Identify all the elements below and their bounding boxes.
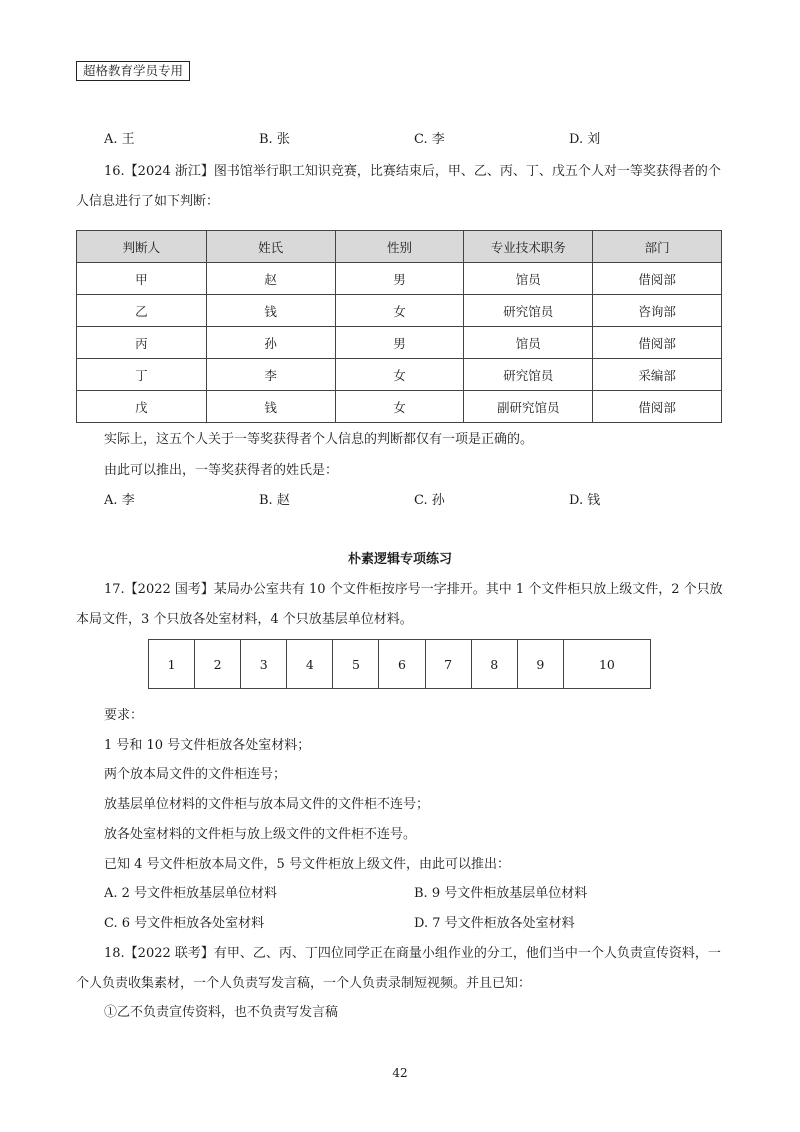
table-row	[77, 359, 722, 391]
cabinet-cell: 8	[471, 640, 517, 689]
table-cell: 戊	[77, 391, 207, 423]
q17-option-c[interactable]: C. 6 号文件柜放各处室材料	[104, 916, 265, 931]
table-cell: 赵	[206, 263, 335, 295]
cabinet-row-diagram	[148, 639, 651, 689]
q16-stem-line1: 16.【2024 浙江】图书馆举行职工知识竞赛，比赛结束后，甲、乙、丙、丁、戊五个人对一等奖获得者的个	[104, 164, 721, 179]
table-cell: 借阅部	[593, 327, 722, 359]
cabinet-cell: 10	[563, 640, 650, 689]
q15-option-a[interactable]: A. 王	[104, 132, 135, 147]
q17-option-d[interactable]: D. 7 号文件柜放各处室材料	[414, 916, 575, 931]
q16-question-line: 由此可以推出，一等奖获得者的姓氏是：	[104, 463, 339, 478]
page-number: 42	[392, 1066, 408, 1080]
q16-option-b[interactable]: B. 赵	[259, 493, 290, 508]
watermark-stamp: 超格教育学员专用	[76, 61, 190, 81]
q17-given: 已知 4 号文件柜放本局文件，5 号文件柜放上级文件，由此可以推出：	[104, 857, 510, 872]
cabinet-cell: 2	[195, 640, 241, 689]
table-cell: 借阅部	[593, 263, 722, 295]
table-cell: 李	[206, 359, 335, 391]
table-cell: 女	[335, 359, 464, 391]
table-cell: 研究馆员	[464, 295, 593, 327]
q17-requirement-4: 放各处室材料的文件柜与放上级文件的文件柜不连号。	[104, 827, 417, 842]
table-row	[77, 263, 722, 295]
q16-option-a[interactable]: A. 李	[104, 493, 135, 508]
table-cell: 乙	[77, 295, 207, 327]
q18-stem-line2: 个人负责收集素材，一个人负责写发言稿，一个人负责录制短视频。并且已知：	[76, 976, 532, 991]
table-cell: 采编部	[593, 359, 722, 391]
table-cell: 丙	[77, 327, 207, 359]
table-cell: 研究馆员	[464, 359, 593, 391]
table-cell: 馆员	[464, 327, 593, 359]
q17-option-a[interactable]: A. 2 号文件柜放基层单位材料	[104, 886, 278, 901]
q17-stem-line2: 本局文件，3 个只放各处室材料，4 个只放基层单位材料。	[76, 612, 413, 627]
q17-requirement-label: 要求：	[104, 708, 144, 723]
q15-option-c[interactable]: C. 李	[414, 132, 445, 147]
section-heading: 朴素逻辑专项练习	[347, 552, 452, 567]
table-cell: 男	[335, 327, 464, 359]
table-cell: 馆员	[464, 263, 593, 295]
q16-fact-line: 实际上，这五个人关于一等奖获得者个人信息的判断都仅有一项是正确的。	[104, 432, 534, 447]
q16-stem-line2: 人信息进行了如下判断：	[76, 194, 220, 209]
table-cell: 女	[335, 391, 464, 423]
table-row	[77, 295, 722, 327]
table-cell: 丁	[77, 359, 207, 391]
cabinet-cell: 4	[287, 640, 333, 689]
q17-requirement-2: 两个放本局文件的文件柜连号；	[104, 767, 287, 782]
table-cell: 男	[335, 263, 464, 295]
table-row	[77, 327, 722, 359]
q17-option-b[interactable]: B. 9 号文件柜放基层单位材料	[414, 886, 588, 901]
q16-option-c[interactable]: C. 孙	[414, 493, 445, 508]
q15-option-b[interactable]: B. 张	[259, 132, 290, 147]
table-header-cell: 判断人	[77, 231, 207, 263]
cabinet-cell: 1	[149, 640, 195, 689]
q18-condition-1: ①乙不负责宣传资料，也不负责写发言稿	[104, 1005, 339, 1020]
table-cell: 咨询部	[593, 295, 722, 327]
table-header-cell: 专业技术职务	[464, 231, 593, 263]
table-cell: 钱	[206, 391, 335, 423]
table-row	[149, 640, 651, 689]
table-cell: 钱	[206, 295, 335, 327]
table-cell: 借阅部	[593, 391, 722, 423]
table-cell: 副研究馆员	[464, 391, 593, 423]
table-cell: 甲	[77, 263, 207, 295]
q18-stem-line1: 18.【2022 联考】有甲、乙、丙、丁四位同学正在商量小组作业的分工，他们当中一个人负责宣传资料，一	[104, 946, 721, 961]
q17-requirement-3: 放基层单位材料的文件柜与放本局文件的文件柜不连号；	[104, 797, 430, 812]
table-header-row	[77, 231, 722, 263]
cabinet-cell: 9	[517, 640, 563, 689]
table-cell: 孙	[206, 327, 335, 359]
cabinet-cell: 7	[425, 640, 471, 689]
q17-requirement-1: 1 号和 10 号文件柜放各处室材料；	[104, 738, 311, 753]
judgment-table	[76, 230, 722, 423]
q17-stem-line1: 17.【2022 国考】某局办公室共有 10 个文件柜按序号一字排开。其中 1 个文件柜只放上级文件，2 个只放	[104, 582, 723, 597]
table-header-cell: 部门	[593, 231, 722, 263]
table-cell: 女	[335, 295, 464, 327]
table-header-cell: 姓氏	[206, 231, 335, 263]
cabinet-cell: 5	[333, 640, 379, 689]
q16-option-d[interactable]: D. 钱	[569, 493, 601, 508]
table-row	[77, 391, 722, 423]
cabinet-cell: 6	[379, 640, 425, 689]
cabinet-cell: 3	[241, 640, 287, 689]
q15-option-d[interactable]: D. 刘	[569, 132, 601, 147]
table-header-cell: 性别	[335, 231, 464, 263]
